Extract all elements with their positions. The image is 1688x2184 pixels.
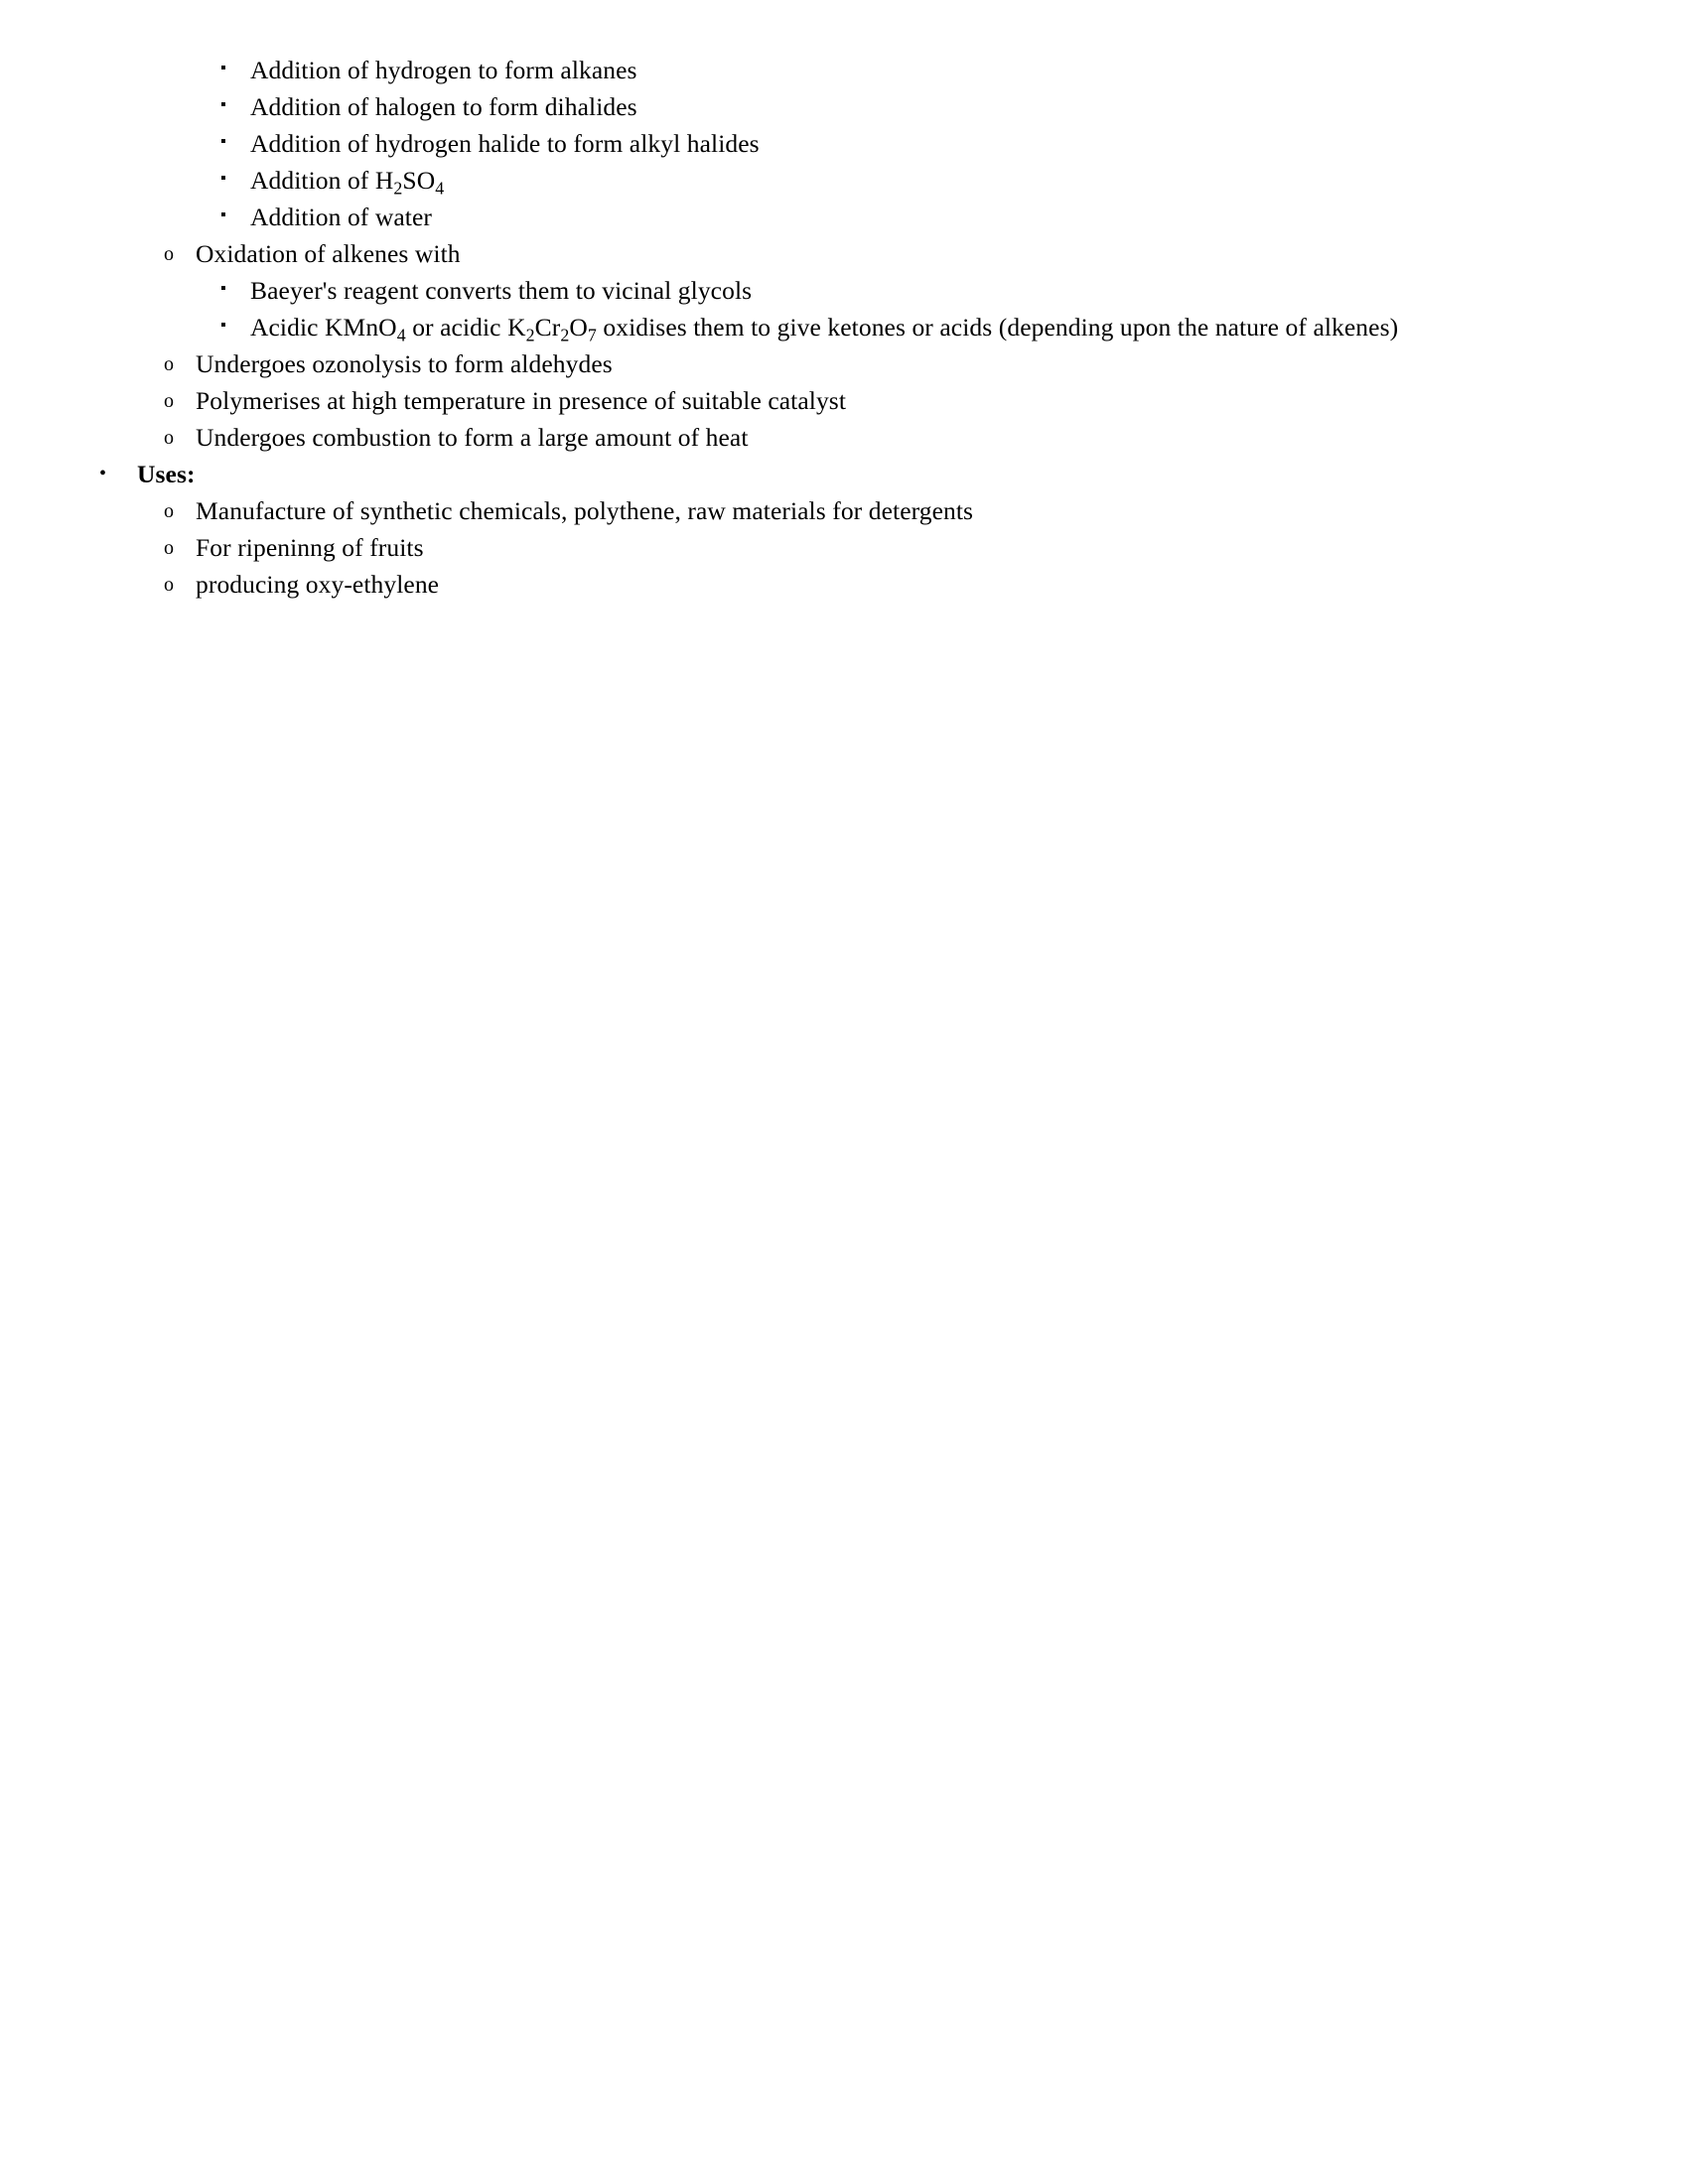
combustion-heat: Undergoes combustion to form a large amount of heat — [196, 423, 749, 452]
list-item — [0, 345, 1688, 382]
list-item — [0, 309, 1688, 345]
uses-heading: Uses: — [137, 460, 196, 488]
bullet-level2-icon: o — [164, 390, 175, 412]
list-item — [0, 456, 1688, 492]
addition-hydrogen-halide-alkyl-halides: Addition of hydrogen halide to form alkyl halides — [250, 129, 760, 158]
list-item — [0, 382, 1688, 419]
list-item — [0, 125, 1688, 162]
list-item — [0, 492, 1688, 529]
bullet-level2-icon: o — [164, 537, 175, 559]
bullet-level2-icon: o — [164, 574, 175, 596]
list-item — [0, 199, 1688, 235]
use-producing-oxy-ethylene: producing oxy-ethylene — [196, 570, 440, 599]
use-ripening-of-fruits: For ripeninng of fruits — [196, 533, 424, 562]
outline-list — [0, 52, 1688, 603]
list-item — [0, 419, 1688, 456]
list-item — [0, 52, 1688, 88]
bullet-level2-icon: o — [164, 427, 175, 449]
ozonolysis-aldehydes: Undergoes ozonolysis to form aldehydes — [196, 349, 613, 378]
list-item — [0, 88, 1688, 125]
bullet-level2-icon: o — [164, 353, 175, 375]
bullet-level1-icon: • — [99, 463, 107, 484]
addition-halogen-dihalides: Addition of halogen to form dihalides — [250, 92, 637, 121]
list-item — [0, 529, 1688, 566]
list-item — [0, 272, 1688, 309]
bullet-level2-icon: o — [164, 500, 175, 522]
use-manufacture-synthetic-chemicals: Manufacture of synthetic chemicals, polythene, raw materials for detergents — [196, 496, 974, 525]
bullet-level2-icon: o — [164, 243, 175, 265]
bullet-level3-icon: ▪ — [220, 133, 226, 150]
list-item — [0, 162, 1688, 199]
bullet-level3-icon: ▪ — [220, 170, 226, 187]
bullet-level3-icon: ▪ — [220, 280, 226, 297]
acidic-kmno4-k2cr2o7-oxidises: Acidic KMnO$_4$ or acidic $K_2Cr_2O_7$ oxidises them to give ketones or acids (depending upon the nature of alkenes) — [250, 313, 1399, 345]
bullet-level3-icon: ▪ — [220, 60, 226, 76]
bullet-level3-icon: ▪ — [220, 317, 226, 334]
baeyers-reagent-vicinal-glycols: Baeyer's reagent converts them to vicinal glycols — [250, 276, 753, 305]
oxidation-of-alkenes-with: Oxidation of alkenes with — [196, 239, 461, 268]
polymerises-high-temperature: Polymerises at high temperature in presence of suitable catalyst — [196, 386, 847, 415]
list-item — [0, 235, 1688, 272]
addition-hydrogen-alkanes: Addition of hydrogen to form alkanes — [250, 56, 637, 84]
addition-water: Addition of water — [250, 203, 432, 231]
bullet-level3-icon: ▪ — [220, 206, 226, 223]
addition-sulfuric-acid: Addition of $H_2SO_4$ — [250, 166, 445, 199]
bullet-level3-icon: ▪ — [220, 96, 226, 113]
list-item — [0, 566, 1688, 603]
